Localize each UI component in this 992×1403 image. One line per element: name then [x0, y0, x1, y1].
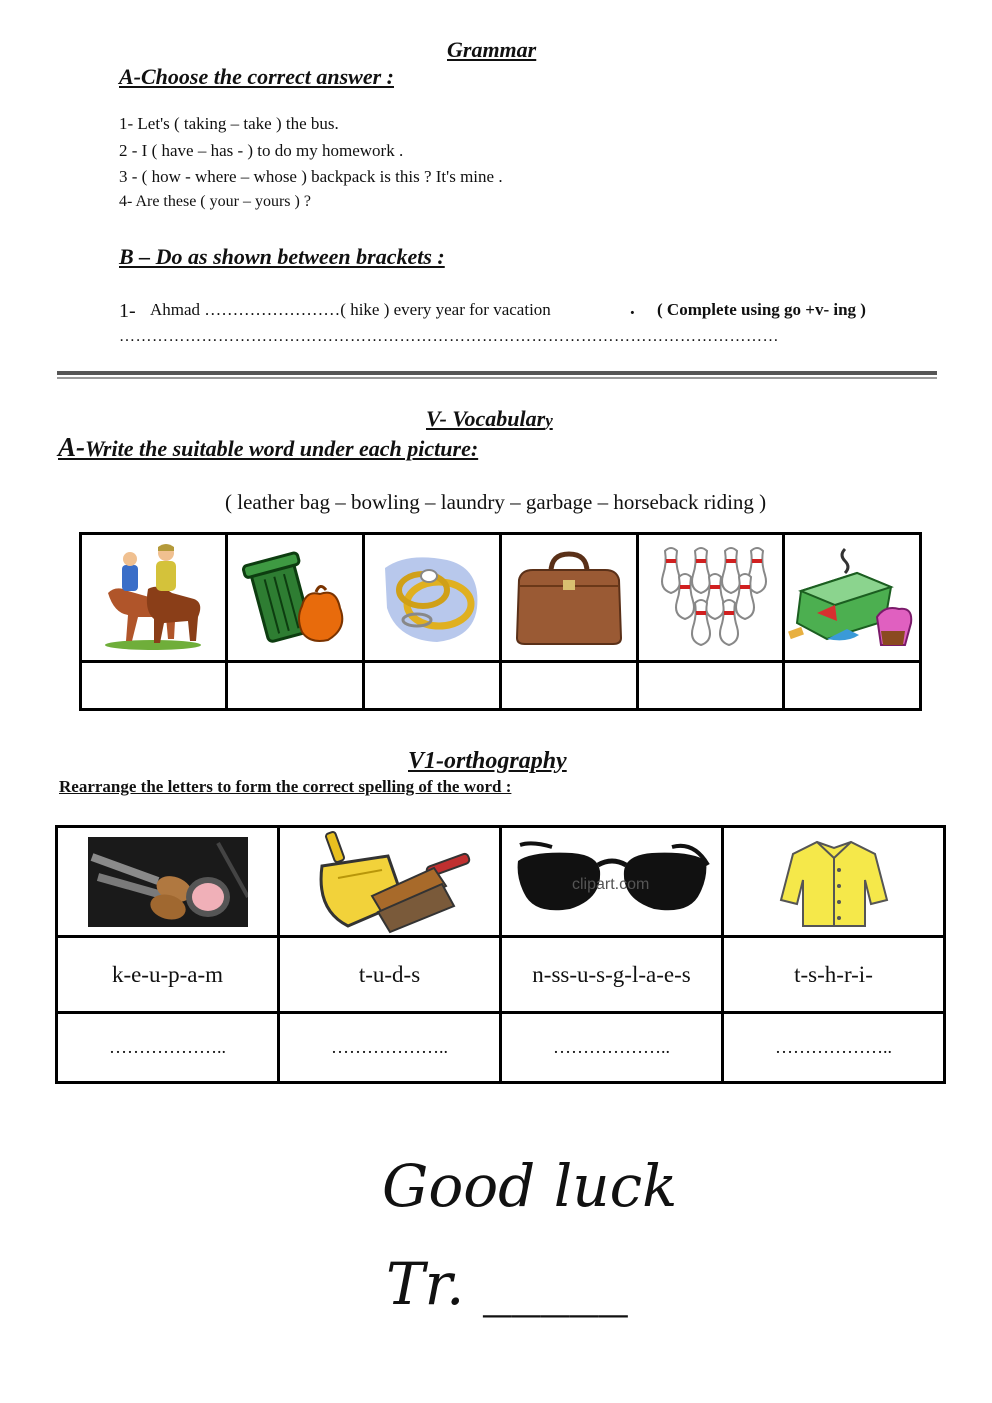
grammar-question-2: 2 - I ( have – has - ) to do my homework .: [119, 141, 404, 160]
vocab-answer-cell-3[interactable]: [363, 662, 500, 710]
ortho-picture-cell-4: [723, 827, 945, 937]
grammar-b-item-dot: .: [630, 298, 635, 319]
orthography-table: [55, 825, 946, 1084]
grammar-question-4: 4- Are these ( your – yours ) ?: [119, 193, 311, 210]
vocab-answer-cell-6[interactable]: [783, 662, 920, 710]
vocabulary-heading-main: V- Vocabular: [426, 406, 546, 431]
clipart-watermark: clipart.com: [571, 875, 649, 893]
vocabulary-heading-tail: y: [545, 411, 553, 430]
vocab-picture-cell-1: [81, 534, 227, 662]
laundry-icon: [787, 543, 917, 653]
vocab-picture-cell-6: [783, 534, 920, 662]
makeup-icon: [88, 837, 248, 927]
orthography-instruction: Rearrange the letters to form the correct spelling of the word :: [59, 777, 512, 796]
shirt-icon: [779, 834, 889, 930]
vocab-picture-cell-3: [363, 534, 500, 662]
garbage-icon: [240, 548, 350, 648]
grammar-b-item-number: 1-: [119, 300, 136, 322]
ortho-answer-blank-2[interactable]: ………………..: [279, 1013, 501, 1083]
grammar-b-item-text: Ahmad ……………………( hike ) every year for vacation: [150, 300, 551, 319]
scrambled-word-1: k-e-u-p-a-m: [57, 937, 279, 1013]
dustpan-icon: [308, 830, 472, 934]
scrambled-word-2: t-u-d-s: [279, 937, 501, 1013]
grammar-heading: Grammar: [447, 37, 537, 62]
vocabulary-a-text: Write the suitable word under each picture:: [85, 436, 479, 461]
section-divider-shadow: [57, 377, 937, 379]
grammar-b-instruction: ( Complete using go +v- ing ): [657, 300, 866, 319]
word-bank: ( leather bag – bowling – laundry – garbage – horseback riding ): [225, 490, 767, 514]
scrambled-word-4: t-s-h-r-i-: [723, 937, 945, 1013]
vocab-answer-cell-2[interactable]: [226, 662, 363, 710]
grammar-question-1: 1- Let's ( taking – take ) the bus.: [119, 114, 339, 133]
vocab-answer-cell-4[interactable]: [500, 662, 637, 710]
scrambled-word-3: n-ss-u-s-g-l-a-e-s: [501, 937, 723, 1013]
bowling-pins-icon: [651, 543, 769, 653]
vocabulary-a-prefix: A-: [58, 432, 85, 462]
section-divider: [57, 371, 937, 375]
good-luck-text: Good luck: [382, 1152, 678, 1220]
vocabulary-table: [79, 532, 922, 711]
orthography-heading: V1-orthography: [408, 748, 567, 774]
vocab-picture-cell-4: [500, 534, 637, 662]
ortho-answer-blank-3[interactable]: ………………..: [501, 1013, 723, 1083]
vocabulary-heading: [426, 406, 553, 432]
ortho-answer-blank-1[interactable]: ………………..: [57, 1013, 279, 1083]
vocab-answer-cell-1[interactable]: [81, 662, 227, 710]
grammar-b-title: B – Do as shown between brackets :: [119, 244, 445, 269]
teacher-signature-line: Tr. _____: [386, 1250, 628, 1318]
vocab-answer-cell-5[interactable]: [638, 662, 784, 710]
leather-bag-icon: [513, 550, 625, 646]
ortho-picture-cell-1: [57, 827, 279, 937]
grammar-b-answer-line[interactable]: …………………………………………………………………………………………………………: [119, 328, 779, 345]
grammar-question-3: 3 - ( how - where – whose ) backpack is this ? It's mine .: [119, 167, 503, 186]
horseback-riding-icon: [98, 543, 208, 653]
rings-icon: [377, 548, 487, 648]
vocab-picture-cell-5: [638, 534, 784, 662]
ortho-picture-cell-2: [279, 827, 501, 937]
vocab-picture-cell-2: [226, 534, 363, 662]
ortho-picture-cell-3: [501, 827, 723, 937]
ortho-answer-blank-4[interactable]: ………………..: [723, 1013, 945, 1083]
vocabulary-a-title: [58, 432, 478, 463]
sunglasses-icon: [512, 837, 712, 927]
grammar-a-title: A-Choose the correct answer :: [119, 64, 394, 89]
